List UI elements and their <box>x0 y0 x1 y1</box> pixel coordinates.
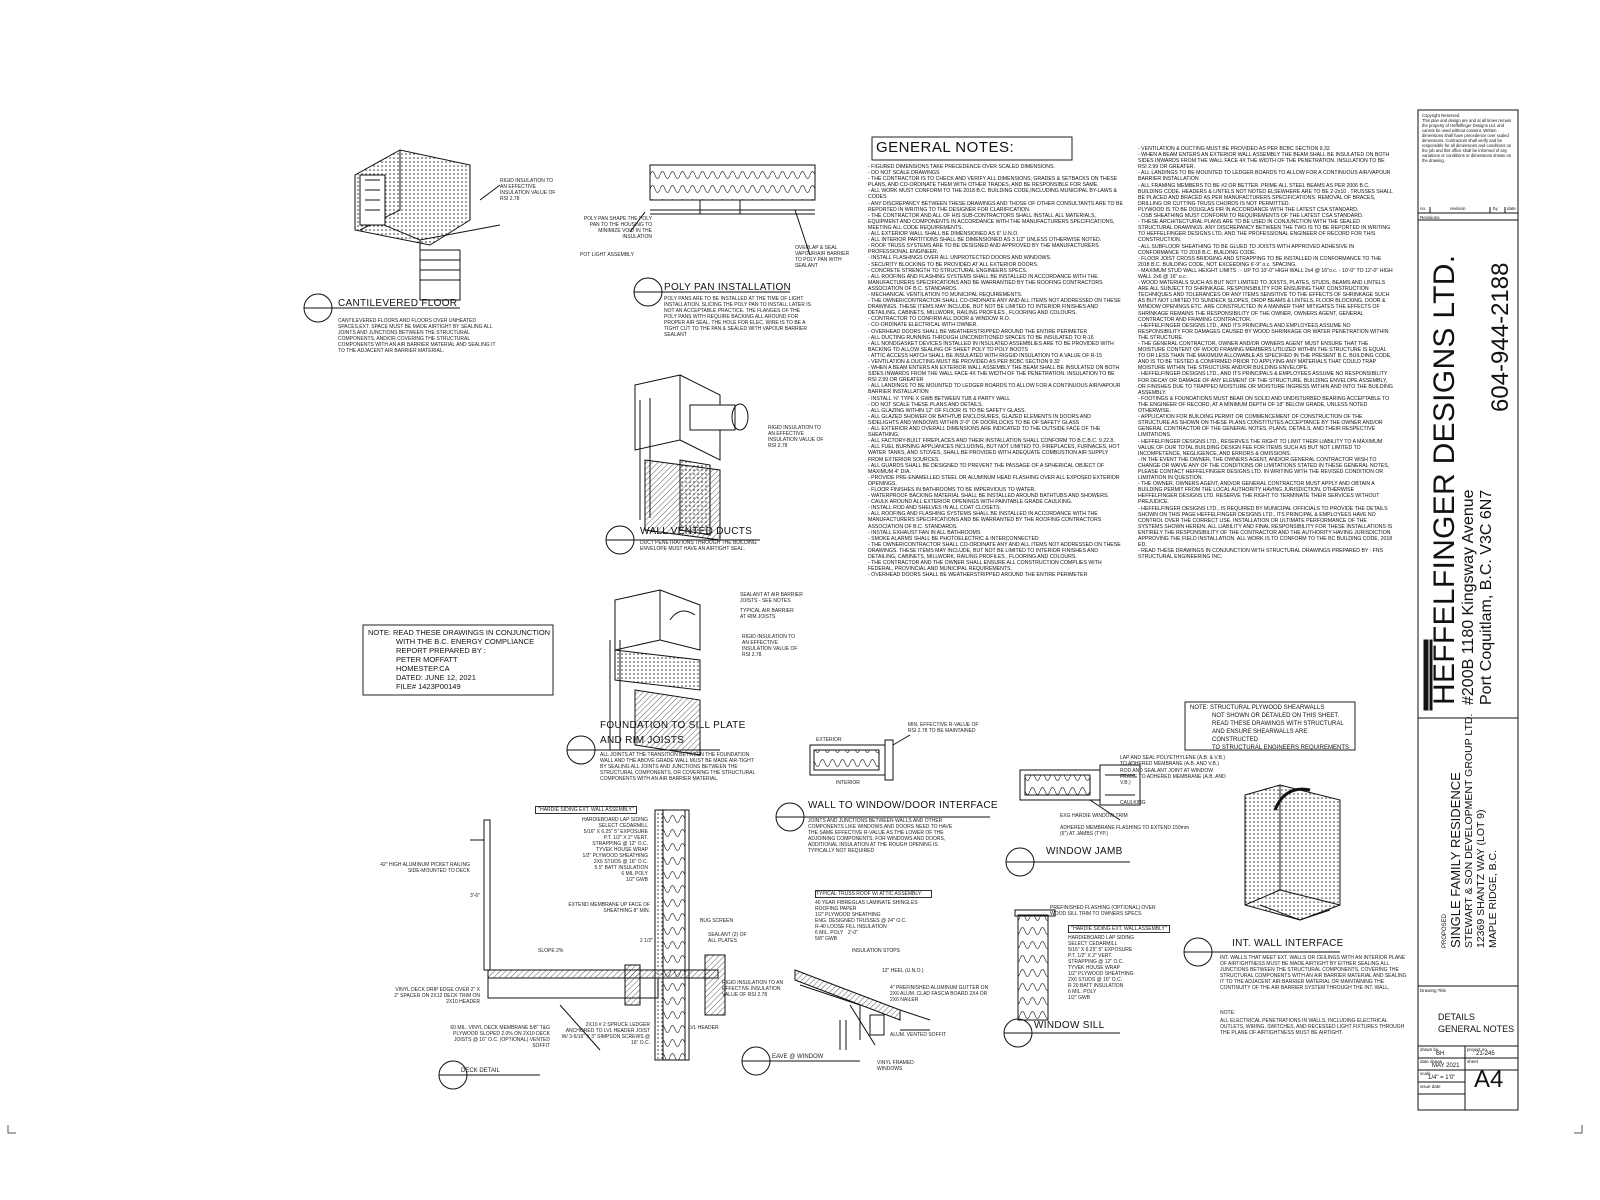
general-note-item: - ALL FRAMING MEMBERS TO BE #2 OR BETTER. PRIME ALL STEEL BEAMS AS PER 2006 B.C. BUILDING CODE. HEADERS & LINTELS NOT NOTED ELSEWHERE ARE TO BE 2-2x10 . TRUSSES SHALL BE PLACED AND BRACED AS PER MANUFACTURERS SPECIFICATIONS. REMOVAL OF BRACES, DRILLING OR CUTTING TRUSS CHORDS IS NOT PERMITTED. <box>1138 182 1393 207</box>
general-note-item: - WATERPROOF BACKING MATERIAL SHALL BE INSTALLED AROUND BATHTUBS AND SHOWERS. <box>868 493 1109 500</box>
shearwall-note-line: AND ENSURE SHEARWALLS ARE CONSTRUCTED <box>1212 729 1308 743</box>
general-note-item: - ALL LANDINGS TO BE MOUNTED TO LEDGER BOARDS TO ALLOW FOR A CONTINUOUS AIR/VAPOUR BARRIER INSTALLATION <box>868 383 1121 396</box>
poly-pan-title: POLY PAN INSTALLATION <box>664 282 792 293</box>
general-note-item: - THE OWNER, OWNERS AGENT, AND/OR GENERAL CONTRACTOR MUST APPLY AND OBTAIN A BUILDING PERMIT FROM THE LOCAL AUTHORITY HAVING JURISDICTION, OTHERWISE HEFFELFINGER DESIGNS LTD. RESERVE THE RIGHT TO TERMINATE THEIR SERVICES WITHOUT PREJUDICE. <box>1138 481 1380 506</box>
window-sill-assembly: HARDIEBOARD LAP SIDING SELECT CEDARMILL 5/16" X 6.25" 5" EXPOSURE P.T. 1/2" X 2" VERT. STRAPPING @ 12" O.C. TYVEK HOUSE WRAP 1/2" PLYWOOD SHEATHING 2X6 STUDS @ 16" O.C. R 20 BATT INSULATION 6 MIL. POLY 1/2" GWB <box>1068 935 1135 1001</box>
general-note-item: - WHEN A BEAM ENTERS AN EXTERIOR WALL ASSEMBLY THE BEAM SHALL BE INSULATED ON BOTH SIDES INWARDS FROM THE WALL FACE 4X THE WIDTH OF THE PENETRATION. INSULATION TO BE RSI 2.99 OR GREATER. <box>1138 152 1390 171</box>
int-wall-note2-title: NOTE: <box>1220 1010 1236 1016</box>
general-note-item: - ALL NONDGASKET DEVICES INSTALLED IN INSULATED ASSEMBLIES ARE TO BE PROVIDED WITH BACKING TO ALLOW SEALING OF SHEET POLY TO POLY BOOTS <box>868 340 1114 353</box>
drawing-title-1: DETAILS <box>1438 1012 1475 1022</box>
energy-note-line: PETER MOFFATT <box>396 655 458 664</box>
shearwall-note-line: NOTE: STRUCTURAL PLYWOOD SHEARWALLS <box>1190 705 1325 711</box>
shearwall-note-line: TO STRUCTURAL ENGINEERS REQUIREMENTS <box>1212 745 1350 751</box>
energy-note-line: REPORT PREPARED BY : <box>396 646 486 655</box>
general-note-item: - VENTILATION & DUCTING MUST BE PROVIDED AS PER BCBC SECTION 9.32 <box>868 359 1060 365</box>
window-sill-label: PREFINISHED FLASHING (OPTIONAL) OVER WOOD SILL TRIM TO OWNERS SPECS <box>1050 905 1156 917</box>
pot-light-label: POT LIGHT ASSEMBLY <box>580 252 634 258</box>
project-no-label: project no. <box>1467 1047 1489 1052</box>
window-sill-drawing <box>1015 910 1055 1020</box>
revision-by-header: by <box>1493 206 1498 211</box>
revision-date-header: date <box>1507 206 1516 211</box>
revision-header: revision <box>1450 206 1466 211</box>
scale-value: 1/4" = 1'0" <box>1428 1075 1456 1081</box>
drawn-by-value: BH <box>1436 1051 1445 1057</box>
sheet-label: sheet <box>1467 1059 1479 1064</box>
foundation-title-2: AND RIM JOISTS <box>600 735 685 746</box>
general-note-item: - ATTIC ACCESS HATCH SHALL BE INSULATED WITH RIGGID INSULATION TO A VALUE OF R-15 <box>868 352 1103 359</box>
general-note-item: - PROVIDE PRE-ENAMELLED STEEL OR ALUMINUM HEAD FLASHING OVER ALL EXPOSED EXTERIOR OPENINGS. <box>868 474 1120 487</box>
general-notes-column-2 <box>1138 146 1393 560</box>
general-note-item: - THE GENERAL CONTRACTOR, OWNER AND/OR OWNERS AGENT MUST ENSURE THAT THE MOISTURE CONTENT OF WOOD FRAMING MEMBERS UTILIZED WITHIN THE STRUCTURE IS EQUAL TO OR LESS THAN THE MAXIMUM ALLOWABLE AS SPECIFIED IN THE PRESENT B.C. BUILDING CODE, AND IS TO BE TESTED & CONFIRMED PRIOR TO APPLYING ANY MATERIALS THAT COULD TRAP MOISTURE WITHIN THE STRUCTURE AND/OR BUILDING ENVELOPE. <box>1138 341 1392 372</box>
deck-title: DECK DETAIL <box>461 1068 500 1074</box>
energy-note-line: DATED: JUNE 12, 2021 <box>396 673 476 682</box>
general-note-item: - ALL DUCTING RUNNING THROUGH UNCONDITIONED SPACES TO BE INSULATED TO R-16 <box>868 334 1094 341</box>
foundation-label-2: TYPICAL AIR BARRIER AT RIM JOISTS <box>740 608 794 620</box>
general-note-item: - OVERHEAD DOORS SHALL BE WEATHERSTRIPPED AROUND THE ENTIRE PERIMETER <box>868 572 1088 579</box>
drawing-title-2: GENERAL NOTES <box>1438 1024 1515 1034</box>
int-wall-drawing <box>1245 785 1340 920</box>
general-note-item: - WHEN A BEAM ENTERS AN EXTERIOR WALL ASSEMBLY THE BEAM SHALL BE INSULATED ON BOTH SIDES INWARDS FROM THE WALL FACE 4X THE WIDTH OF THE PENETRATION. INSULATION TO BE RSI 2.99 OR GREATER <box>868 365 1120 384</box>
energy-note-line: HOMESTEP.CA <box>396 664 450 673</box>
date-label: date drawn <box>1420 1059 1443 1064</box>
general-note-item: - OSB SHEATHING MUST CONFORM TO REQUIREMENTS OF THE LATEST CSA STANDARD. <box>1138 213 1364 220</box>
int-wall-note2: ALL ELECTRICAL PENETRATIONS IN WALLS, INCLUDING ELECTRICAL OUTLETS, WIRING, SWITCHES, AND RECESSED LIGHT FIXTURES THROUGH THE PLANE OF AIRTIGHTNESS MUST BE AIRTIGHT. <box>1220 1018 1405 1036</box>
project-name: SINGLE FAMILY RESIDENCE <box>1448 772 1463 948</box>
general-note-item: - INSTALL ⅝" TYPE X GWB BETWEEN TUB & PARTY WALL <box>868 395 1011 402</box>
cantilevered-floor-note: CANTILEVERED FLOORS AND FLOORS OVER UNHEATED SPACES,EXT. SPACE MUST BE MADE AIRTIGHT BY SEALING ALL JOINTS AND JUNCTIONS BETWEEN THE STRUCTURAL COMPONENTS, AND/OR COVERING THE STRUCTURAL COMPONENTS WITH AN AIR BARRIER MATERIAL AND SEALING IT TO THE ADJACENT AIR BARRIER MATERIAL. <box>338 318 496 354</box>
deck-sealant: SEALANT (2) OF ALL PLATES <box>708 932 747 944</box>
general-note-item: - ALL WORK MUST CONFORM TO THE 2018 B.C. BUILDING CODE,INCLUDING MUNICIPAL BY-LAWS & CODES <box>868 188 1117 201</box>
general-note-item: - READ THESE DRAWINGS IN CONJUNCTION WITH STRUCTURAL DRAWINGS PREPARED BY : FNS STRUCTURAL ENGINEERING INC. <box>1138 548 1383 561</box>
deck-lvl: LVL HEADER <box>688 1025 719 1031</box>
foundation-note: ALL JOINTS AT THE TRANSITION BETWEEN THE FOUNDATION WALL AND THE ABOVE GRADE WALL MUST BE MADE AIR-TIGHT BY SEALING ALL JOINTS AND JUNCTIONS BETWEEN THE STRUCTURAL COMPONENTS, OR COVERING THE STRUCTURAL COMPONENTS WITH AN AIR BARRIER MATERIAL. <box>600 752 756 782</box>
general-note-item: - ALL GUARDS SHALL BE DESIGNED TO PREVENT THE PASSAGE OF A SPHERICAL OBJECT OF MAXIMUM 4" DIA. <box>868 462 1105 475</box>
general-note-item: - SMOKE ALARMS SHALL BE PHOTOELECTRIC & INTERCONNECTED <box>868 535 1039 542</box>
deck-vinyl: 60 MIL. VINYL DECK MEMBRANE 5/8" T&G PLYWOOD SLOPED 2.0% ON 2X10 DECK JOISTS @ 16" O.C. (OPTIONAL) VENTED SOFFIT <box>450 1025 550 1049</box>
general-note-item: PLYWOOD IS TO BE DOUGLAS FIR IN ACCORDANCE WITH THE LATEST CSA STANDARD. <box>1138 206 1359 213</box>
revision-no-header: no. <box>1420 206 1427 211</box>
general-note-item: - DO NOT SCALE THESE PLANS AND DETAILS. <box>868 401 984 408</box>
general-note-item: - MAXIMUM STUD WALL HEIGHT LIMITS : - UP TO 10'-0" HIGH WALL 2x4 @ 16"o.c. - 10'-0" TO 12'-0" HIGH WALL 2x6 @ 16" o.c. <box>1138 267 1393 280</box>
eave-gutter: 4" PREFINISHED ALUMINUM GUTTER ON 2X6 ALUM. CLAD FASCIA BOARD 2X4 OR 2X6 NAILER <box>890 985 989 1003</box>
general-note-item: - ALL ROOFING AND FLASHING SYSTEMS SHALL BE INSTALLED IN ACCORDANCE WITH THE MANUFACTURERS SPECIFICATIONS AND BE WARRANTED BY THE ROOFING CONTRACTORS ASSOCIATION OF B.C. STANDARDS. <box>868 511 1102 530</box>
deck-rigid: RIGID INSULATION TO AN EFFECTIVE INSULATION VALUE OF RSI 2.78 <box>722 980 784 998</box>
deck-railing: 42" HIGH ALUMINUM PICKET RAILING SIDE-MOUNTED TO DECK <box>380 862 470 874</box>
general-note-item: - INSTALL ROD AND SHELVES IN ALL COAT CLOSETS. <box>868 505 1001 512</box>
client-name: STEWART & SON DEVELOPMENT GROUP LTD. <box>1463 713 1475 948</box>
deck-slope: SLOPE 2% <box>538 948 564 954</box>
energy-note-line: NOTE: READ THESE DRAWINGS IN CONJUNCTION <box>368 628 551 637</box>
window-sill-title: WINDOW SILL <box>1034 1020 1105 1031</box>
eave-stops: INSULATION STOPS <box>852 948 900 954</box>
eave-dim: 2'-0" <box>848 930 858 936</box>
overlap-seal-label: OVERLAP & SEAL VAPOUR/AIR BARRIER TO POLY PAN WITH SEALANT <box>795 245 850 269</box>
drawing-title-label: Drawing Title <box>1420 988 1447 993</box>
general-note-item: - CAULK AROUND ALL EXTERIOR OPENINGS WITH PAINTABLE GRADE CAULKING. <box>868 499 1073 506</box>
general-note-item: - THE CONTRACTOR AND ALL OF HIS SUB-CONTRACTORS SHALL INSTALL ALL MATERIALS, EQUIPMENT AND COMPONENTS IN ACCORDANCE WITH THE MANUFACTURERS SPECIFICATIONS, MEETING ALL CODE REQUIREMENTS. <box>868 212 1115 231</box>
general-note-item: - THE CONTRACTOR AND THE OWNER SHALL ENSURE ALL CONSTRUCTION COMPLIES WITH FEDERAL, PROVINCIAL AND MUNICIPAL REQUIREMENTS. <box>868 560 1102 573</box>
eave-soffit: ALUM. VENTED SOFFIT <box>890 1032 947 1038</box>
general-note-item: - INSTALL EXHAUST FAN IN ALL BATHROOMS <box>868 529 981 536</box>
firm-phone: 604-944-2188 <box>1487 262 1514 412</box>
window-jamb-label-5: ADHERED MEMBRANE FLASHING TO EXTEND 150mm (6") AT JAMBS (TYP.) <box>1060 825 1190 837</box>
project-address: 12369 SHANTZ WAY (LOT 9) <box>1475 809 1487 948</box>
wall-vented-ducts-title: WALL VENTED DUCTS <box>640 526 753 537</box>
general-note-item: - CONCRETE STRENGTH TO STRUCTURAL ENGINEERS SPECS. <box>868 267 1028 274</box>
exterior-label: EXTERIOR <box>816 737 842 743</box>
deck-drip: VINYL DECK DRIP EDGE OVER 2" X 2" SPACER ON 2X12 DECK TRIM ON 2X10 HEADER <box>394 987 480 1005</box>
general-note-item: - HEFFELFINGER DESIGNS LTD., AND ITS PRINCIPALS & EMPLOYEES ASSUME NO RESPONSIBILITY FOR DECAY OR DAMAGE OF ANY ELEMENT OF THE STRUCTURE, BUILDING ENVELOPE ASSEMBLY, OR FINISHES DUE TO TRAPPED MOISTURE OR MOISTURE INGRESS WITHIN AND INTO THE BUILDING ASSEMBLY. <box>1138 371 1393 396</box>
deck-assembly: HARDIEBOARD LAP SIDING SELECT CEDARMILL 5/16" X 6.25" 5" EXPOSURE P.T. 1/2" X 2" VERT. STRAPPING @ 12" O.C. TYVEK HOUSE WRAP 1/2" PLYWOOD SHEATHING 2X6 STUDS @ 16" O.C. 5.5" BATT INSULATION 6 MIL POLY 1/2" GWB <box>581 817 648 883</box>
general-note-item: - FIGURED DIMENSIONS TAKE PRECEDENCE OVER SCALED DIMENSIONS. <box>868 164 1055 170</box>
date-value: MAY 2021 <box>1432 1063 1460 1069</box>
eave-heel: 12" HEEL (U.N.O.) <box>882 968 924 974</box>
general-note-item: - ALL FUEL BURNING APPLIANCES INCLUDING, BUT NOT LIMITED TO, FIREPLACES, FURNACES, HOT WATER TANKS, AND STOVES, SHALL BE PROVIDED WITH ADEQUATE COMBUSTION AIR SUPPLY FROM EXTERIOR SOURCES. <box>868 444 1120 463</box>
eave-assembly: 40 YEAR FIBREGLAS LAMINATE SHINGLES ROOFING PAPER 1/2" PLYWOOD SHEATHING ENG. DESIGNED TRUSSES @ 24" O.C. R-40 LOOSE FILL INSULATION 6 MIL. POLY 5/8" GWB <box>815 900 918 942</box>
window-jamb-label-4: EXG HARDIE WINDOW TRIM <box>1060 813 1128 819</box>
sheet-number: A4 <box>1474 1066 1504 1093</box>
general-note-item: - INSTALL FLASHINGS OVER ALL UNPROTECTED DOORS AND WINDOWS. <box>868 255 1052 262</box>
general-note-item: - APPLICATION FOR BUILDING PERMIT OR COMMENCEMENT OF CONSTRUCTION OF THE STRUCTURE AS SHOWN ON THESE PLANS CONSTITUTES ACCEPTANCE BY THE OWNER AND/OR GENERAL CONTRACTOR OF THE GENERAL NOTES, PLANS, DETAILS, AND THEIR RESPECTIVE LIMITATIONS. <box>1138 414 1383 439</box>
general-note-item: - DO NOT SCALE DRAWINGS <box>868 170 940 177</box>
wall-vented-ducts-note: DUCT PENETRATIONS THROUGH THE BUILDING ENVELOPE MUST HAVE AN AIRTIGHT SEAL. <box>640 540 757 552</box>
general-note-item: - CONTRACTOR TO CONFIRM ALL DOOR & WINDOW R.O. <box>868 316 1011 323</box>
poly-pan-label: POLY PAN SHAPE THE POLY PAN TO THE HOUSING TO MINIMIZE VOID IN THE INSULATION <box>583 216 652 240</box>
general-note-item: - ALL GLAZED SHOWER OR BATHTUB ENCLOSURES, GLAZED ELEMENTS IN DOORS AND SIDELIGHTS AND WINDOWS WITHIN 3'-0" OF DOORLOCKS TO BE OF SAFETY GLASS <box>868 413 1091 426</box>
wall-window-note: JOINTS AND JUNCTIONS BETWEEN WALLS AND OTHER COMPONENTS LIKE WINDOWS AND DOORS NEED TO HAVE THE SAME EFFECTIVE R-VALUE AS THE LOWER OF THE ADJOINING COMPONENTS. FOR WINDOWS AND DOORS, ADDITIONAL INSULATION AT THE ROUGH OPENING IS TYPICALLY NOT REQUIRED <box>808 818 953 854</box>
general-note-item: - IN THE EVENT THE OWNER, THE OWNERS AGENT, AND/OR GENERAL CONTRACTOR WISH TO CHANGE OR WAIVE ANY OF THE CONDITIONS OR LIMITATIONS STATED IN THESE GENERAL NOTES, PLEASE CONTACT HEFFELFINGER DESIGNS LTD. IN WRITING WITH THE REVISED CONDITION OR LIMITATION IN QUESTION. <box>1138 456 1390 482</box>
eave-assembly-title: TYPICAL TRUSS ROOF W/ ATTIC ASSEMBLY: <box>815 890 932 898</box>
eave-vinyl: VINYL FRAMED WINDOWS <box>877 1060 914 1072</box>
general-note-item: - OVERHEAD DOORS SHALL BE WEATHERSTRIPPED AROUND THE ENTIRE PERIMETER <box>868 328 1088 335</box>
general-notes-title: GENERAL NOTES: <box>876 139 1015 156</box>
general-note-item: - ALL INTERIOR PARTITIONS SHALL BE DIMENSIONED AS 3 1/2" UNLESS OTHERWISE NOTED. <box>868 237 1102 244</box>
general-note-item: - HEFFELFINGER DESIGNS LTD., AND ITS PRINCIPALS AND EMPLOYEES ASSUME NO RESPONSIBILITY FOR DAMAGES CAUSED BY WOOD SHRINKAGE OR WATER PENETRATION WITHIN THE STRUCTURE. <box>1138 322 1389 341</box>
general-note-item: - ALL SUBFLOOR SHEATHING TO BE GLUED TO JOISTS WITH APPROVED ADHESIVE IN CONFORMANCE TO 2018 B.C. BUILDING CODE. <box>1138 243 1355 256</box>
scale-label: scale <box>1420 1071 1431 1076</box>
general-note-item: - HEFFELFINGER DESIGNS LTD., RESERVES THE RIGHT TO LIMIT THEIR LIABILITY TO A MAXIMUM VALUE OF OUR TOTAL BUILDING DESIGN FEE FOR ITEMS SUCH AS BUT NOT LIMITED TO INCOMPETENCE, NEGLIGENCE, AND ERRORS & OMISSIONS. <box>1138 438 1383 457</box>
general-note-item: - CO-ORDINATE ELECTRICAL WITH OWNER. <box>868 322 978 329</box>
issue-date-label: issue date <box>1420 1084 1441 1089</box>
project-no-value: 21-245 <box>1476 1051 1495 1057</box>
deck-dim: 2 1/2" <box>640 938 653 944</box>
general-notes-column-1 <box>868 164 1123 578</box>
energy-note <box>368 628 553 691</box>
general-note-item: - THE OWNER/CONTRACTOR SHALL CO-ORDINATE ANY AND ALL ITEMS NOT ADDRESSED ON THESE DRAWINGS. THESE ITEMS MAY INCLUDE, BUT NOT BE LIMITED TO INTERIOR FINISHES AND DETAILING, CABINETS, MILLWORK, RAILING PROFILES , FLOORING AND COLOURS. <box>868 541 1121 560</box>
firm-name: HEFFELFINGER DESIGNS LTD. <box>1428 254 1461 705</box>
poly-pan-note: POLY PANS ARE TO BE INSTALLED AT THE TIME OF LIGHT INSTALLATION. SLICING THE POLY PAN TO INSTALL LATER IS NOT AN ACCEPTABLE PRACTICE. THE FLANGES OF THE POLY PANS WITH REQUIRE BACKING ALL AROUND FOR PROPER AIR SEAL. THE HOLE FOR ELEC. WIRE IS TO BE A TIGHT CUT TO THE PAN & SEALED WITH VAPOUR BARRIER SEALANT <box>664 296 811 338</box>
general-note-item: - FLOOR JOIST CROSS BRIDGING AND STRAPPING TO BE INSTALLED IN CONFORMANCE TO THE 2018 B.C. BUILDING CODE, NOT EXCEEDING 6'-9" o.c. SPACING. <box>1138 255 1382 268</box>
cantilevered-floor-title: CANTILEVERED FLOOR <box>338 298 458 309</box>
cantilevered-floor-drawing <box>355 150 500 300</box>
general-note-item: - SECURITY BLOCKING TO BE PROVIDED AT ALL EXTERIOR DOORS. <box>868 261 1039 268</box>
general-note-item: - ROOF TRUSS SYSTEMS ARE TO BE DESIGNED AND APPROVED BY THE MANUFACTURERS PROFESSIONAL ENGINEER. <box>868 243 1099 256</box>
int-wall-note: INT. WALLS THAT MEET EXT. WALLS OR CEILINGS WITH AN INTERIOR PLANE OF AIRTIGHTNESS MUST BE MADE AIRTIGHT BY EITHER SEALING ALL JUNCTIONS BETWEEN THE STRUCTURAL COMPONENTS, COVERING THE STRUCTURAL COMPONENTS WITH AN AIR BARRIER MATERIAL AND SEALING IT TO THE ADJACENT AIR BARRIER MATERIAL OR MAINTAINING THE CONTINUITY OF THE AIR BARRIER SYSTEM THROUGH THE INT. WALL. <box>1220 955 1407 991</box>
poly-pan-drawing <box>630 165 815 255</box>
general-note-item: - ALL EXTERIOR AND OVERALL DIMENSIONS ARE INDICATED TO THE OUTSIDE FACE OF THE SHEATHING. <box>868 426 1101 439</box>
general-note-item: - THE CONTRACTOR IS TO CHECK AND VERIFY ALL DIMENSIONS, GRADES & SETBACKS ON THESE PLANS, AND CO-ORDINATE THEM WITH OTHER TRADES, AND BE RESPONSIBLE FOR SAME. <box>868 176 1118 189</box>
eave-title: EAVE @ WINDOW <box>772 1054 824 1060</box>
window-jamb-label-1: LAP AND SEAL POLYETHYLENE (A.B. & V.B.) TO ADHERED MEMBRANE (A.B. AND V.B.) <box>1120 755 1226 767</box>
copyright-notice: Copyright Reserved. This plan and design are and at all times remain the property of Heffelfinger Designs Ltd. and cannot be used without consent. Written dimensions shall have precedence over scaled dimensions. Contractors shall verify and be responsible for all dimensions and conditions on the job and this office shall be informed of any variations or conditions or dimensions shown on the drawing. <box>1422 113 1512 163</box>
eave-drawing <box>795 970 930 1050</box>
deck-ledger: 2X10 # 2 SPRUCE LEDGER ANCHORED TO LVL HEADER JOIST W/ 3-5/16" X 3" SIMPSON SCREWS @ 16" O.C. <box>561 1022 650 1046</box>
interior-label: INTERIOR <box>836 780 860 786</box>
general-note-item: - ALL FACTORY-BUILT FIREPLACES AND THEIR INSTALLATION SHALL CONFORM TO B.C.B.C. 9.22.8. <box>868 438 1115 445</box>
shearwall-note-line: NOT SHOWN OR DETAILED ON THIS SHEET. <box>1212 713 1340 719</box>
general-note-item: - THESE ARCHITECTURAL PLANS ARE TO BE USED IN CONJUNCTION WITH THE SEALED STRUCTURAL DRAWINGS. ANY DISCREPANCY BETWEEN THE TWO IS TO BE REPORTED IN WRITING TO HEFFELFINGER DESIGNS LTD. AND THE PROFESSIONAL ENGINEER OF RECORD FOR THIS CONSTRUCTION. <box>1138 219 1391 244</box>
general-note-item: - ALL ROOFING AND FLASHING SYSTEMS SHALL BE INSTALLED IN ACCORDANCE WITH THE MANUFACTURERS SPECIFICATIONS AND BE WARRANTIED BY THE ROOFING CONTRACTORS ASSOCIATION OF B.C. STANDARDS. <box>868 273 1103 292</box>
wall-window-title: WALL TO WINDOW/DOOR INTERFACE <box>808 800 998 811</box>
revisions-label: Revisions <box>1420 215 1440 220</box>
deck-membrane: EXTEND MEMBRANE UP FACE OF SHEATHING 8" MIN. <box>568 902 650 914</box>
int-wall-title: INT. WALL INTERFACE <box>1232 938 1344 949</box>
deck-bug-screen: BUG SCREEN <box>700 918 734 924</box>
foundation-label-1: SEALANT AT AIR BARRIER JOISTS - SEE NOTES <box>740 592 803 604</box>
general-note-item: - ALL GLAZING WITHIN 12" OF FLOOR IS TO BE SAFETY GLASS. <box>868 407 1026 414</box>
shearwall-note-line: READ THESE DRAWINGS WITH STRUCTURAL <box>1212 721 1344 727</box>
general-note-item: - ANY DISCREPANCY BETWEEN THESE DRAWINGS AND THOSE OF OTHER CONSULTANTS ARE TO BE REPORTED IN WRITING TO THE DESIGNER FOR CLARIFICATION. <box>868 200 1123 213</box>
general-note-item: - THE OWNER/CONTRACTOR SHALL CO-ORDINATE ANY AND ALL ITEMS NOT ADDRESSED ON THESE DRAWINGS. THESE ITEMS MAY INCLUDE, BUT NOT BE LIMITED TO INTERIOR FINISHES AND DETAILING, CABINETS, MILLWORK, RAILING PROFILES , FLOORING AND COLOURS. <box>868 298 1121 317</box>
general-note-item: - WOOD MATERIALS SUCH AS BUT NOT LIMITED TO JOISTS, PLATES, STUDS, BEAMS AND LINTELS ARE ALL SUBJECT TO SHRINKAGE. RESPONSIBILITY FOR ENSURING THAT CONSTRUCTION TECHNIQUES AND TOLERANCES OR ANY ITEMS SENSITIVE TO THE EFFECTS OF SHRINKAGE SUCH AS BUT NOT LIMITED TO SUNDECK SLOPES, DROP BEAMS & LINTELS, FLOOR BLOCKING, DOOR & WINDOW OPENINGS ETC. ARE CONSTRUCTED IN A MANNER THAT MITIGATES THE EFFECTS OF SHRINKAGE REMAINS THE RESPONSIBILITY OF THE OWNER, OWNERS AGENT, GENERAL CONTRACTOR AND FRAMING CONTRACTOR. <box>1138 280 1390 323</box>
wall-vented-ducts-drawing <box>635 375 748 540</box>
window-jamb-label-3: CAULKING <box>1120 800 1146 806</box>
proposed-label: PROPOSED <box>1442 913 1448 948</box>
window-sill-assembly-title: "HARDIE SIDING EXT. WALL ASSEMBLY" <box>1068 925 1170 933</box>
shearwall-note <box>1190 704 1355 752</box>
firm-address-1: #200B 1180 Kingsway Avenue <box>1460 489 1477 705</box>
wall-window-label: MIN. EFFECTIVE R-VALUE OF RSI 2.78 TO BE MAINTAINED <box>908 722 979 734</box>
wall-vented-label: RIGID INSULATION TO AN EFFECTIVE INSULATION VALUE OF RSI 2.78 <box>768 425 824 449</box>
deck-assembly-title: "HARDIE SIDING EXT. WALL ASSEMBLY" <box>535 806 637 814</box>
general-note-item: - HEFFELFINGER DESIGNS LTD., IS REQUIRED BY MUNICIPAL OFFICIALS TO PROVIDE THE DETAILS SHOWN ON THIS PAGE HEFFELFINGER DESIGNS LTD., ITS PRINCIPAL & EMPLOYEES HAVE NO CONTROL OVER THE CORRECT USE, INSTALLATION OR ULTIMATE PERFORMANCE OF THE SYSTEMS SHOWN HEREIN. ALL LIABILITY AND FINAL RESPONSIBILITY FOR THESE INSTALLATIONS IS ENTIRELY THE RESPONSIBILITY OF THE CONTRACTOR AND THE AUTHORITY HAVING JURISDICTION APPROVING THE FIELD INSTALLATION. ALL WORK IS TO CONFORM TO THE BC BUILDING CODE, 2018 ED. <box>1138 505 1393 549</box>
firm-address-2: Port Coquitlam, B.C. V3C 6N7 <box>1478 489 1495 705</box>
general-note-item: - FLOOR FINISHES IN BATHROOMS TO BE IMPERVIOUS TO WATER. <box>868 486 1036 493</box>
general-note-item: - ALL EXTERIOR WALL SHALL BE DIMENSIONED AS 6" U.N.O. <box>868 231 1019 238</box>
cantilevered-floor-label: RIGID INSULATION TO AN EFFECTIVE INSULATION VALUE OF RSI 2.78 <box>500 178 556 202</box>
energy-note-line: WITH THE B.C. ENERGY COMPLIANCE <box>396 637 535 646</box>
energy-note-line: FILE# 1423P00149 <box>396 682 461 691</box>
general-note-item: - VENTILATION & DUCTING MUST BE PROVIDED AS PER BCBC SECTION 9.32 <box>1138 146 1330 152</box>
deck-height: 3'-6" <box>470 893 480 899</box>
foundation-label-3: RIGID INSULATION TO AN EFFECTIVE INSULATION VALUE OF RSI 2.78 <box>742 634 798 658</box>
window-jamb-title: WINDOW JAMB <box>1046 846 1123 857</box>
general-note-item: - FOOTINGS & FOUNDATIONS MUST BEAR ON SOLID AND UNDISTURBED BEARING ACCEPTABLE TO THE ENGINEER OF RECORD, AT A MINIMUM DEPTH OF 18" BELOW GRADE, UNLESS NOTED OTHERWISE. <box>1138 395 1390 415</box>
foundation-title-1: FOUNDATION TO SILL PLATE <box>600 720 746 731</box>
general-note-item: - MECHANICAL VENTILATION TO MUNICIPAL REQUIREMENTS. <box>868 291 1023 298</box>
drawn-by-label: drawn by <box>1420 1047 1439 1052</box>
window-jamb-label-2: ROD AND SEALANT JOINT AT WINDOW FRAME TO ADHERED MEMBRANE (A.B. AND V.B.) <box>1120 768 1226 786</box>
project-city: MAPLE RIDGE, B.C. <box>1487 849 1499 948</box>
general-note-item: - ALL LANDINGS TO BE MOUNTED TO LEDGER BOARDS TO ALLOW FOR A CONTINUOUS AIR/VAPOUR BARRIER INSTALLATION <box>1138 170 1391 183</box>
